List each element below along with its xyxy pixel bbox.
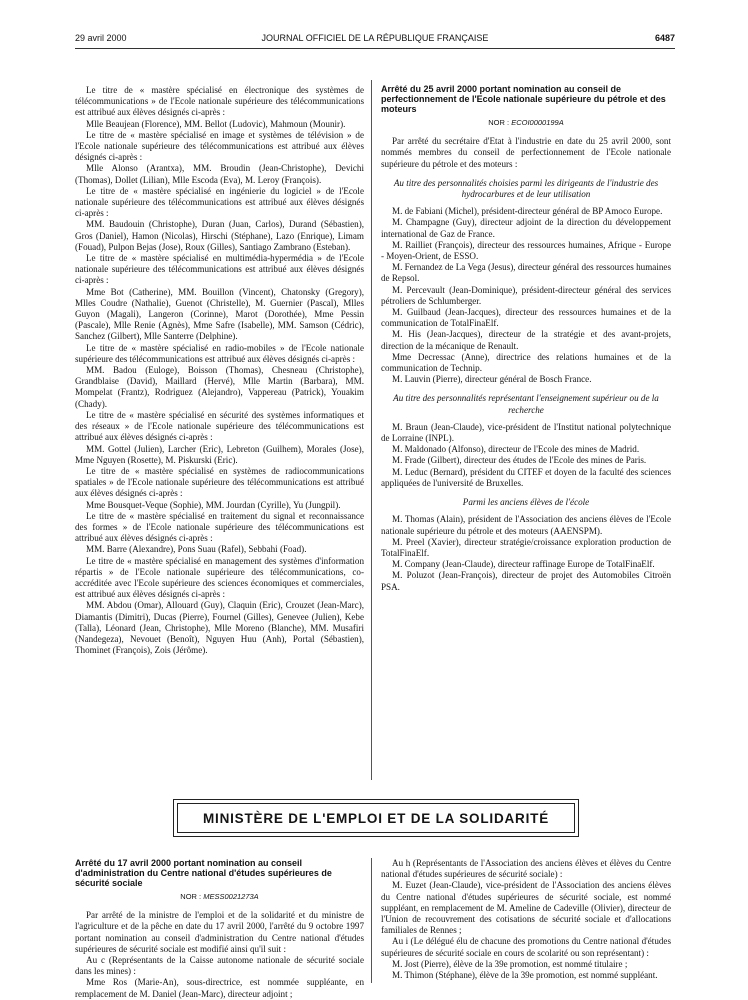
member-entry: M. Lauvin (Pierre), directeur général de Bosch France. — [392, 374, 592, 385]
paragraph: Le titre de « mastère spécialisé en ingénierie du logiciel » de l'Ecole nationale supérieure des télécommunications est attribué aux élèves désignés ci-après : — [75, 185, 364, 219]
member-entry: M. de Fabiani (Michel), président-directeur général de BP Amoco Europe. — [392, 206, 663, 217]
member-list-industry — [381, 206, 671, 385]
member-entry: M. Maldonado (Alfonso), directeur de l'Ecole des mines de Madrid. — [392, 444, 640, 455]
paragraph: Mlle Alonso (Arantxa), MM. Broudin (Jean-Christophe), Devichi (Thomas), Dollet (Lilian), Mlle Escoda (Eva), M. Leroy (François). — [75, 163, 364, 185]
member-entry: M. Railliet (François), directeur des ressources humaines, Afrique - Europe - Moyen-Orient, de ESSO. — [381, 239, 671, 262]
paragraph: Au h (Représentants de l'Association des anciens élèves et élèves du Centre national d'études supérieures de sécurité sociale) : — [381, 858, 671, 880]
paragraph: Le titre de « mastère spécialisé en management des systèmes d'information répartis » de l'Ecole nationale supérieure des télécommunications, co-accréditée avec l'Ecole supérieure des sciences économiques et commerciales, est attribué aux élèves désignés ci-après : — [75, 555, 364, 600]
paragraph: Le titre de « mastère spécialisé en image et systèmes de télévision » de l'Ecole nationale supérieure des télécommunications est attribué aux élèves désignés ci-après : — [75, 129, 364, 163]
paragraph: Le titre de « mastère spécialisé en traitement du signal et reconnaissance des formes » de l'Ecole nationale supérieure des télécommunications est attribué aux élèves désignés ci-après : — [75, 510, 364, 544]
right-column-bottom — [381, 858, 671, 981]
decree-intro: Par arrêté du secrétaire d'Etat à l'industrie en date du 25 avril 2000, sont nommés membres du conseil de perfectionnement de l'Ecole nationale supérieure du pétrole et des moteurs : — [381, 136, 671, 169]
ministry-name: MINISTÈRE DE L'EMPLOI ET DE LA SOLIDARITÉ — [202, 810, 550, 826]
ministry-banner — [173, 799, 579, 837]
paragraph: Le titre de « mastère spécialisé en électronique des systèmes de télécommunications » de l'Ecole nationale supérieure des télécommunications est attribué aux élèves désignés ci-après : — [75, 85, 364, 118]
header-rule — [75, 48, 675, 49]
member-entry: M. Fernandez de La Vega (Jesus), directeur général des ressources humaines de Repsol. — [381, 262, 671, 284]
paragraph: Le titre de « mastère spécialisé en multimédia-hypermédia » de l'Ecole nationale supérieure des télécommunications est attribué aux élèves désignés ci-après : — [75, 253, 364, 286]
nor-reference-2: NOR : MESS0021273A — [180, 892, 259, 901]
paragraph: Par arrêté de la ministre de l'emploi et de la solidarité et du ministre de l'agriculture et de la pêche en date du 17 avril 2000, l'arrêté du 9 octobre 1997 portant nomination au conseil d'administration du Centre national d'études supérieures de sécurité sociale est modifié ainsi qu'il suit : — [75, 910, 364, 954]
column-separator-bottom — [371, 858, 372, 983]
paragraph: M. Thimon (Stéphane), élève de la 39e promotion, est nommé suppléant. — [392, 970, 658, 981]
paragraph: Le titre de « mastère spécialisé en sécurité des systèmes informatiques et des réseaux » de l'Ecole nationale supérieure des télécommunications est attribué aux élèves désignés ci-après : — [75, 409, 364, 443]
decree-title-2: Arrêté du 17 avril 2000 portant nomination au conseil d'administration du Centre national d'études supérieures de sécurité sociale — [75, 858, 332, 888]
member-entry: Mme Decressac (Anne), directrice des relations humaines et de la communication de Technip. — [381, 351, 671, 374]
paragraph: Le titre de « mastère spécialisé en systèmes de radiocommunications spatiales » de l'Ecole nationale supérieure des télécommunications est attribué aux élèves désignés ci-après : — [75, 465, 364, 499]
member-list-research — [381, 422, 671, 489]
paragraph: Mlle Beaujean (Florence), MM. Bellot (Ludovic), Mahmoun (Mounir). — [86, 118, 346, 129]
member-entry: M. His (Jean-Jacques), directeur de la stratégie et des avant-projets, direction de la mécanique de Renault. — [381, 329, 671, 351]
member-entry: M. Braun (Jean-Claude), vice-président de l'Institut national polytechnique de Lorraine (INPL). — [381, 421, 671, 444]
paragraph: M. Euzet (Jean-Claude), vice-président de l'Association des anciens élèves du Centre national d'études supérieures de sécurité sociale, est nommé suppléant, en remplacement de M. Ameline de Cadeville (Olivier), directeur de l'Union de recouvrement des cotisations de sécurité sociale et d'allocations familiales de Rennes ; — [381, 880, 671, 936]
left-column-bottom — [75, 858, 364, 1000]
section-heading-industry: Au titre des personnalités choisies parmi les dirigeants de l'industrie des hydrocarbures et de leur utilisation — [393, 177, 659, 200]
decree-body-2 — [75, 910, 364, 1000]
member-entry: M. Preel (Xavier), directeur stratégie/croissance exploration production de TotalFinaElf. — [381, 536, 671, 558]
decree-title: Arrêté du 25 avril 2000 portant nomination au conseil de perfectionnement de l'Ecole nationale supérieure du pétrole et des moteurs — [381, 84, 666, 114]
nor-reference: NOR : ECOI0000199A — [488, 118, 564, 127]
member-entry: M. Poluzot (Jean-François), directeur de projet des Automobiles Citroën PSA. — [381, 570, 671, 592]
paragraph: MM. Gottel (Julien), Larcher (Eric), Lebreton (Guilhem), Morales (Jose), Mme Nguyen (Rosette), M. Piskurski (Eric). — [75, 443, 364, 465]
header-date: 29 avril 2000 — [75, 33, 127, 43]
member-entry: M. Champagne (Guy), directeur adjoint de la direction du développement international de Gaz de France. — [381, 217, 671, 239]
paragraph: Au c (Représentants de la Caisse autonome nationale de sécurité sociale dans les mines) : — [75, 955, 364, 977]
member-entry: M. Company (Jean-Claude), directeur raffinage Europe de TotalFinaElf. — [392, 559, 655, 570]
member-entry: M. Frade (Gilbert), directeur des études de l'Ecole des mines de Paris. — [392, 455, 647, 466]
right-column-top — [381, 84, 671, 593]
paragraph: MM. Abdou (Omar), Allouard (Guy), Claquin (Eric), Crouzet (Jean-Marc), Diamantis (Dimitri), Ducas (Pierre), Fournel (Gilles), Genevee (Julien), Kebe (Talla), Léonard (Jean, Christophe), Mlle Moreno (Blanche), MM. Musafiri (Nandegeza), Nevouet (Benoît), Nguyen Huu (Anh), Portal (Sébastien), Thominet (François), Zois (Jérôme). — [75, 600, 364, 656]
member-list-alumni — [381, 514, 671, 592]
left-column-top — [75, 85, 364, 656]
member-entry: M. Guilbaud (Jean-Jacques), directeur des ressources humaines et de la communication de TotalFinaElf. — [381, 307, 671, 329]
paragraph: Mme Bot (Catherine), MM. Bouillon (Vincent), Chatonsky (Gregory), Mlles Coudre (Nathalie), Guenot (Christelle), M. Guernier (Pascal), Mlles Guyon (Magali), Langeron (Corinne), Marot (Dorothée), Mme Pessin (Pascale), Mlle Renie (Agnès), Mme Safre (Isabelle), MM. Samson (Cédric), Sanchez (Gilbert), Mlle Santerre (Delphine). — [75, 286, 364, 342]
section-heading-research: Au titre des personnalités représentant l'enseignement supérieur ou de la recherche — [393, 393, 659, 415]
paragraph: Mme Bousquet-Veque (Sophie), MM. Jourdan (Cyrille), Yu (Jungpil). — [86, 499, 341, 510]
paragraph: MM. Badou (Euloge), Boisson (Thomas), Chesneau (Christophe), Grandblaise (David), Maillard (Hervé), Mlle Martin (Barbara), MM. Mompelat (Frantz), Rodriguez (Alejandro), Vappereau (Patrick), Youakim (Chady). — [75, 365, 364, 409]
paragraph: Mme Ros (Marie-An), sous-directrice, est nommée suppléante, en remplacement de M. Daniel (Jean-Marc), directeur adjoint ; — [75, 977, 364, 999]
paragraph: Le titre de « mastère spécialisé en radio-mobiles » de l'Ecole nationale supérieure des télécommunications est attribué aux élèves désignés ci-après : — [75, 342, 364, 364]
column-separator-top — [371, 80, 372, 780]
member-entry: M. Percevault (Jean-Dominique), président-directeur général des services pétroliers de Schlumberger. — [381, 284, 671, 306]
member-entry: M. Leduc (Bernard), président du CITEF et doyen de la faculté des sciences appliquées de l'université de Bruxelles. — [381, 466, 671, 488]
paragraph: MM. Barre (Alexandre), Pons Suau (Rafel), Sebbahi (Foad). — [86, 544, 307, 555]
paragraph: Au i (Le délégué élu de chacune des promotions du Centre national d'études supérieures de sécurité sociale en cours de scolarité ou son représentant) : — [381, 936, 671, 958]
page-number: 6487 — [654, 33, 675, 43]
paragraph: MM. Baudouin (Christophe), Duran (Juan, Carlos), Durand (Sébastien), Gros (Daniel), Hamon (Nicolas), Hirschi (Stéphane), Lazo (Enrique), Limam (Fouad), Pulpon Bejas (Jose), Roux (Gilles), Santiago Zambrano (Esteban). — [75, 219, 364, 252]
journal-title: JOURNAL OFFICIEL DE LA RÉPUBLIQUE FRANÇAISE — [261, 33, 489, 43]
paragraph: M. Jost (Pierre), élève de la 39e promotion, est nommé titulaire ; — [392, 958, 628, 969]
page-header — [75, 33, 675, 47]
section-heading-alumni: Parmi les anciens élèves de l'école — [462, 497, 590, 508]
member-entry: M. Thomas (Alain), président de l'Association des anciens élèves de l'Ecole nationale supérieure du pétrole et des moteurs (AAENSPM). — [381, 514, 671, 536]
